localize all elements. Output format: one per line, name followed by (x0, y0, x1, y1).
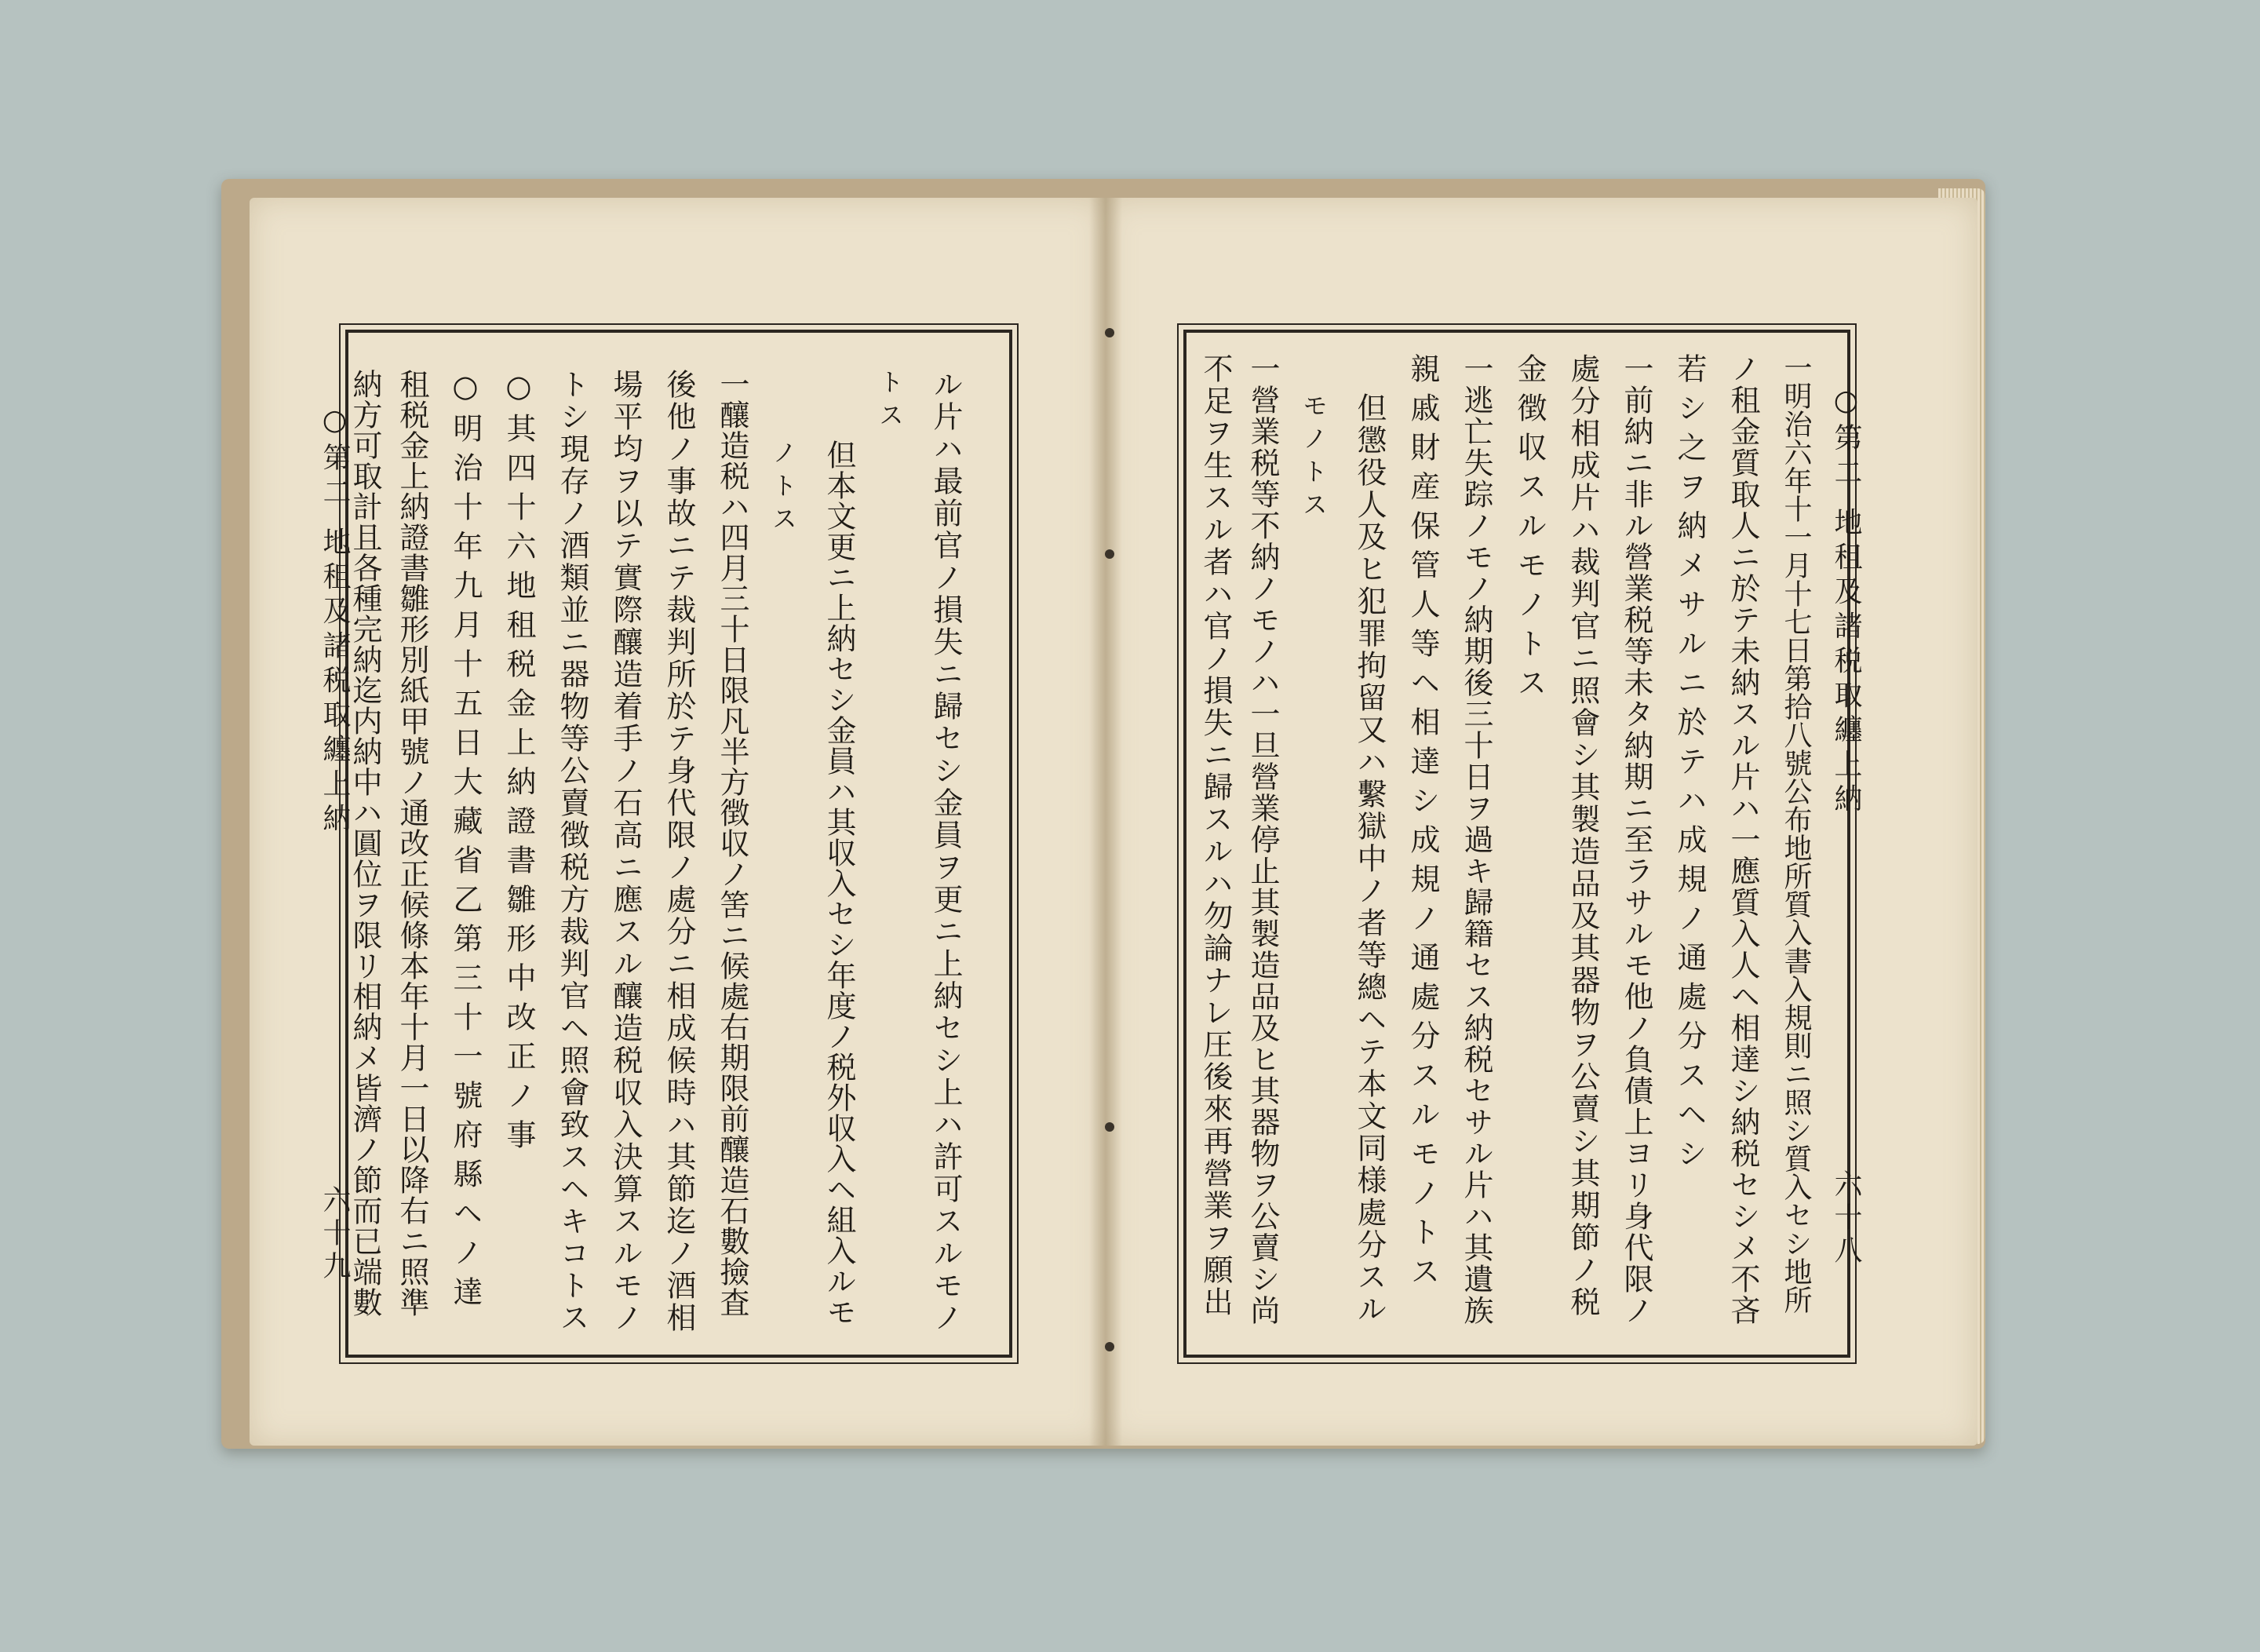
left-text-column: トシ現存ノ酒類並ニ器物等公賣徴税方裁判官ヘ照會致スヘキコトス (555, 369, 589, 1334)
binding-hole (1105, 1342, 1114, 1351)
right-text-column: 一明治六年十一月十七日第拾八號公布地所質入書入規則ニ照シ質入セシ地所 (1780, 353, 1812, 1314)
right-text-column: 一營業税等不納ノモノハ一旦營業停止其製造品及ヒ其器物ヲ公賣シ尚 (1245, 353, 1280, 1326)
binding-hole (1105, 328, 1114, 337)
left-text-column: 但本文更ニ上納セシ金員ハ其収入セシ年度ノ税外収入ヘ組入ルモ (822, 439, 856, 1327)
right-text-column: 但懲役人及ヒ犯罪拘留又ハ繫獄中ノ者等總ヘテ本文同様處分スル (1352, 392, 1387, 1326)
right-text-column: 一逃亡失踪ノモノ納期後三十日ヲ過キ歸籍セス納税セサル片ハ其遺族 (1459, 353, 1493, 1326)
left-text-column: トス (875, 369, 905, 435)
right-page-number: 六十八 (1830, 1169, 1862, 1268)
left-text-column: 場平均ヲ以テ實際釀造着手ノ石高ニ應スル釀造税収入決算スルモノ (608, 369, 643, 1334)
left-text-column: ○明治十年九月十五日大藏省乙第三十一號府縣ヘノ達 (448, 369, 483, 1315)
left-text-column: 後他ノ事故ニテ裁判所於テ身代限ノ處分ニ相成候時ハ其節迄ノ酒相 (662, 369, 696, 1334)
right-text-column: 處分相成片ハ裁判官ニ照會シ其製造品及其器物ヲ公賣シ其期節ノ税 (1566, 353, 1600, 1318)
right-text-column: 一前納ニ非ル營業税等未タ納期ニ至ラサルモ他ノ負債上ヨリ身代限ノ (1619, 353, 1653, 1326)
right-text-column: ノ租金質取人ニ於テ未納スル片ハ一應質入人ヘ相達シ納税セシメ不吝 (1726, 353, 1760, 1326)
binding-hole (1105, 549, 1114, 559)
left-text-column: 租税金上納證書雛形別紙甲號ノ通改正候條本年十月一日以降右ニ照準 (395, 369, 429, 1318)
book-gutter (1089, 198, 1122, 1446)
left-page-number: 六十九 (319, 1185, 351, 1284)
right-text-column: 金徴収スルモノトス (1512, 353, 1547, 706)
right-text-column: モノトス (1299, 392, 1329, 524)
right-running-header: ○第二 地租及諸税取纏上納 (1830, 385, 1862, 819)
left-running-header: ○第二 地租及諸税取纏上納 (319, 404, 351, 838)
right-text-column: 不足ヲ生スル者ハ官ノ損失ニ歸スルハ勿論ナレ圧後來再營業ヲ願出 (1198, 353, 1233, 1318)
right-text-column: 親戚財産保管人等ヘ相達シ成規ノ通處分スルモノトス (1405, 353, 1440, 1295)
right-text-column: 若シ之ヲ納メサルニ於テハ成規ノ通處分スヘシ (1672, 353, 1707, 1177)
left-text-column: 一釀造税ハ四月三十日限凡半方徴収ノ筈ニ候處右期限前釀造石數撿査 (715, 369, 749, 1318)
left-text-column: ○其四十六地租税金上納證書雛形中改正ノ事 (501, 369, 536, 1158)
left-text-column: ル片ハ最前官ノ損失ニ歸セシ金員ヲ更ニ上納セシ上ハ許可スルモノ (928, 369, 963, 1334)
left-text-column: ノトス (768, 439, 798, 538)
binding-hole (1105, 1122, 1114, 1132)
left-text-column: 納方可取計且各種完納迄内納中ハ圓位ヲ限リ相納メ皆濟ノ節而已端數 (348, 369, 382, 1318)
